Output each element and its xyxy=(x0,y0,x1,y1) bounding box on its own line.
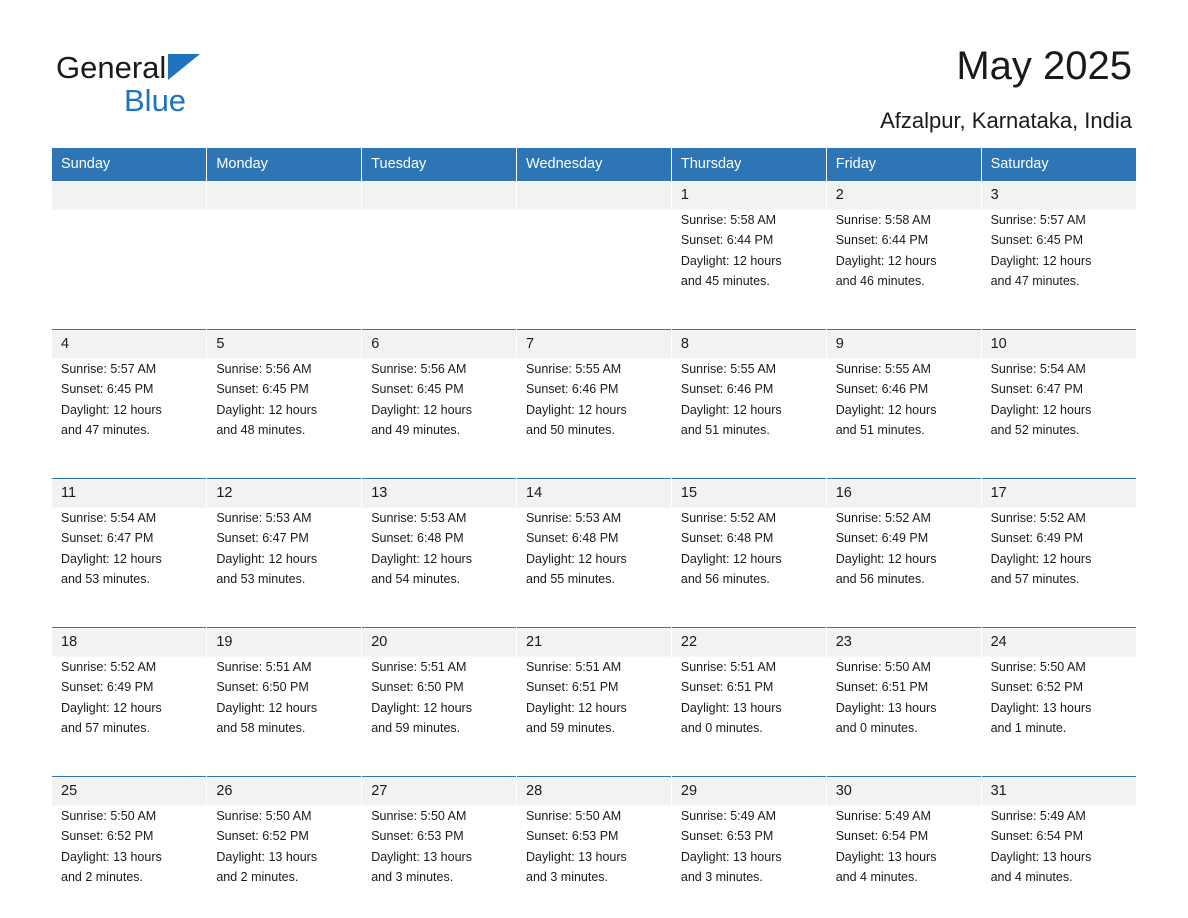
day-info-line: Sunset: 6:52 PM xyxy=(990,680,1083,695)
week-spacer xyxy=(52,763,1136,777)
day-cell-content xyxy=(362,181,516,316)
day-info-line: Daylight: 12 hours xyxy=(371,700,472,715)
day-number: 22 xyxy=(680,634,698,650)
calendar-day-cell[interactable] xyxy=(981,330,1136,465)
weekday-header-thursday: Thursday xyxy=(671,148,826,181)
day-number: 11 xyxy=(61,485,77,501)
day-cell-content xyxy=(827,181,981,316)
day-info-line: and 4 minutes. xyxy=(990,870,1073,885)
day-sun-info xyxy=(371,359,507,441)
day-info-line: Sunset: 6:50 PM xyxy=(371,680,464,695)
day-info-line: Sunrise: 5:50 AM xyxy=(371,809,467,823)
day-info-line: Daylight: 12 hours xyxy=(990,402,1092,417)
day-cell-content xyxy=(207,777,361,912)
day-number: 15 xyxy=(680,485,698,501)
day-cell-content xyxy=(52,628,206,763)
day-info-line: Sunset: 6:51 PM xyxy=(835,680,929,695)
logo-text-general: General xyxy=(56,50,167,85)
day-sun-info xyxy=(991,359,1127,441)
day-sun-info xyxy=(836,657,972,739)
day-number: 13 xyxy=(371,485,388,501)
day-info-line: Sunrise: 5:55 AM xyxy=(680,362,777,376)
day-info-line: Sunset: 6:47 PM xyxy=(61,531,154,546)
day-info-line: Sunrise: 5:54 AM xyxy=(61,511,157,525)
day-sun-info xyxy=(681,657,817,739)
day-cell-content xyxy=(517,479,671,614)
day-number: 26 xyxy=(216,783,233,799)
day-info-line: Daylight: 12 hours xyxy=(680,551,782,566)
calendar-body xyxy=(52,181,1136,912)
calendar-day-cell[interactable] xyxy=(981,628,1136,763)
generalblue-logo xyxy=(56,52,200,116)
day-info-line: and 51 minutes. xyxy=(835,423,925,438)
day-cell-content xyxy=(827,777,981,912)
day-number: 23 xyxy=(835,634,852,650)
day-number: 19 xyxy=(216,634,233,650)
day-info-line: and 0 minutes. xyxy=(680,721,763,736)
day-info-line: Daylight: 13 hours xyxy=(216,849,318,864)
day-info-line: Sunset: 6:51 PM xyxy=(680,680,774,695)
calendar-day-cell[interactable] xyxy=(826,479,981,614)
day-number: 18 xyxy=(61,634,78,650)
calendar-day-cell[interactable] xyxy=(671,181,826,316)
calendar-day-cell[interactable] xyxy=(207,330,362,465)
day-info-line: Daylight: 13 hours xyxy=(526,849,627,864)
day-sun-info xyxy=(991,210,1127,292)
day-info-line: Sunset: 6:46 PM xyxy=(835,382,929,397)
calendar-day-cell[interactable] xyxy=(52,628,207,763)
day-info-line: Daylight: 12 hours xyxy=(61,551,162,566)
day-info-line: Daylight: 12 hours xyxy=(526,402,627,417)
calendar-empty-cell xyxy=(52,181,207,316)
day-info-line: and 57 minutes. xyxy=(61,721,150,736)
calendar-day-cell[interactable] xyxy=(981,479,1136,614)
day-info-line: Sunset: 6:45 PM xyxy=(216,382,309,397)
day-cell-content xyxy=(827,479,981,614)
day-info-line: and 3 minutes. xyxy=(371,870,454,885)
day-number: 28 xyxy=(526,783,543,799)
day-cell-content xyxy=(207,330,361,465)
day-cell-content xyxy=(672,330,826,465)
day-cell-content xyxy=(362,479,516,614)
weekday-header-sunday: Sunday xyxy=(52,148,207,181)
day-cell-content xyxy=(672,628,826,763)
calendar-day-cell[interactable] xyxy=(517,628,672,763)
day-info-line: Sunrise: 5:49 AM xyxy=(990,809,1086,823)
weekday-header-friday: Friday xyxy=(826,148,981,181)
day-cell-content xyxy=(982,628,1136,763)
day-info-line: Sunrise: 5:53 AM xyxy=(371,511,467,525)
calendar-day-cell[interactable] xyxy=(207,628,362,763)
day-info-line: Sunrise: 5:49 AM xyxy=(680,809,777,823)
day-info-line: Daylight: 13 hours xyxy=(371,849,472,864)
day-sun-info xyxy=(681,210,817,292)
day-cell-content xyxy=(982,777,1136,912)
day-info-line: Sunset: 6:45 PM xyxy=(371,382,464,397)
day-info-line: Sunrise: 5:52 AM xyxy=(835,511,931,525)
day-info-line: and 46 minutes. xyxy=(835,274,925,289)
week-spacer-cell xyxy=(52,614,1136,628)
day-info-line: Sunset: 6:47 PM xyxy=(216,531,309,546)
day-cell-content xyxy=(362,628,516,763)
calendar-day-cell[interactable] xyxy=(362,628,517,763)
day-cell-content xyxy=(207,479,361,614)
day-info-line: and 2 minutes. xyxy=(61,870,143,885)
calendar-week-row xyxy=(52,479,1136,614)
day-info-line: and 52 minutes. xyxy=(990,423,1080,438)
weekday-header-row xyxy=(52,148,1136,181)
day-info-line: Sunrise: 5:54 AM xyxy=(990,362,1086,376)
day-sun-info xyxy=(526,359,662,441)
day-info-line: and 53 minutes. xyxy=(216,572,306,587)
day-info-line: Daylight: 13 hours xyxy=(835,700,937,715)
day-info-line: and 48 minutes. xyxy=(216,423,306,438)
day-sun-info xyxy=(216,657,352,739)
day-cell-content xyxy=(362,330,516,465)
day-info-line: Daylight: 12 hours xyxy=(216,700,318,715)
day-info-line: Sunset: 6:54 PM xyxy=(990,829,1083,844)
day-info-line: and 0 minutes. xyxy=(835,721,918,736)
day-info-line: Sunset: 6:53 PM xyxy=(371,829,464,844)
calendar-week-row xyxy=(52,777,1136,912)
day-info-line: Sunrise: 5:51 AM xyxy=(371,660,467,674)
day-info-line: Daylight: 12 hours xyxy=(835,402,937,417)
day-info-line: Sunset: 6:44 PM xyxy=(680,233,774,248)
day-sun-info xyxy=(681,508,817,590)
day-info-line: Sunrise: 5:50 AM xyxy=(61,809,157,823)
day-info-line: Sunset: 6:45 PM xyxy=(61,382,154,397)
day-cell-content xyxy=(982,330,1136,465)
day-cell-content xyxy=(52,181,206,316)
day-info-line: Sunset: 6:52 PM xyxy=(61,829,154,844)
day-sun-info xyxy=(216,806,352,888)
day-sun-info xyxy=(371,657,507,739)
day-sun-info xyxy=(836,210,972,292)
calendar-week-row xyxy=(52,330,1136,465)
day-cell-content xyxy=(827,628,981,763)
calendar-week-row xyxy=(52,628,1136,763)
calendar-day-cell[interactable] xyxy=(52,330,207,465)
day-number: 14 xyxy=(526,485,543,501)
calendar-day-cell[interactable] xyxy=(671,479,826,614)
day-info-line: Sunrise: 5:56 AM xyxy=(371,362,467,376)
day-info-line: Daylight: 12 hours xyxy=(990,551,1092,566)
day-info-line: Daylight: 12 hours xyxy=(61,700,162,715)
day-cell-content xyxy=(52,777,206,912)
day-number: 17 xyxy=(990,485,1007,501)
day-number: 30 xyxy=(835,783,852,799)
location-subtitle: Afzalpur, Karnataka, India xyxy=(880,108,1132,133)
day-number: 6 xyxy=(371,336,380,352)
day-number: 3 xyxy=(990,187,999,203)
day-info-line: and 51 minutes. xyxy=(680,423,770,438)
day-cell-content xyxy=(517,330,671,465)
day-cell-content xyxy=(982,479,1136,614)
day-info-line: Daylight: 12 hours xyxy=(835,551,937,566)
day-info-line: Sunset: 6:47 PM xyxy=(990,382,1083,397)
day-info-line: Sunrise: 5:57 AM xyxy=(61,362,157,376)
day-number: 25 xyxy=(61,783,78,799)
day-info-line: Sunrise: 5:51 AM xyxy=(526,660,622,674)
day-sun-info xyxy=(526,806,662,888)
day-number: 10 xyxy=(990,336,1007,352)
day-sun-info xyxy=(526,508,662,590)
day-number: 2 xyxy=(835,187,844,203)
day-cell-content xyxy=(362,777,516,912)
day-info-line: Sunset: 6:54 PM xyxy=(835,829,929,844)
calendar-day-cell[interactable] xyxy=(362,479,517,614)
page-header xyxy=(0,0,1188,148)
day-info-line: Daylight: 13 hours xyxy=(61,849,162,864)
day-number: 5 xyxy=(216,336,225,352)
day-number: 16 xyxy=(835,485,852,501)
day-info-line: Daylight: 12 hours xyxy=(371,402,472,417)
day-info-line: and 57 minutes. xyxy=(990,572,1080,587)
day-info-line: Sunrise: 5:56 AM xyxy=(216,362,312,376)
weekday-header-wednesday: Wednesday xyxy=(517,148,672,181)
calendar-day-cell[interactable] xyxy=(207,479,362,614)
day-info-line: Sunrise: 5:52 AM xyxy=(680,511,777,525)
day-number: 31 xyxy=(990,783,1007,799)
weekday-header-saturday: Saturday xyxy=(981,148,1136,181)
day-info-line: Sunrise: 5:49 AM xyxy=(835,809,931,823)
logo-top-row xyxy=(56,52,200,83)
day-info-line: Sunset: 6:44 PM xyxy=(835,233,929,248)
calendar-day-cell[interactable] xyxy=(207,777,362,912)
day-info-line: Daylight: 12 hours xyxy=(526,551,627,566)
day-info-line: Sunrise: 5:51 AM xyxy=(216,660,312,674)
day-number: 12 xyxy=(216,485,233,501)
day-info-line: and 47 minutes. xyxy=(61,423,150,438)
week-spacer-cell xyxy=(52,763,1136,777)
day-info-line: and 53 minutes. xyxy=(61,572,150,587)
calendar-day-cell[interactable] xyxy=(52,479,207,614)
day-info-line: and 4 minutes. xyxy=(835,870,918,885)
day-sun-info xyxy=(836,508,972,590)
day-info-line: and 56 minutes. xyxy=(835,572,925,587)
day-info-line: Daylight: 13 hours xyxy=(680,700,782,715)
day-info-line: Sunset: 6:53 PM xyxy=(526,829,619,844)
day-number: 1 xyxy=(680,187,689,203)
calendar-day-cell[interactable] xyxy=(981,777,1136,912)
day-info-line: and 3 minutes. xyxy=(680,870,763,885)
calendar-day-cell[interactable] xyxy=(362,330,517,465)
day-info-line: Sunrise: 5:53 AM xyxy=(526,511,622,525)
day-info-line: Sunset: 6:48 PM xyxy=(526,531,619,546)
day-info-line: Sunset: 6:51 PM xyxy=(526,680,619,695)
day-info-line: Daylight: 12 hours xyxy=(835,253,937,268)
day-info-line: Daylight: 12 hours xyxy=(371,551,472,566)
day-info-line: Sunrise: 5:55 AM xyxy=(526,362,622,376)
day-sun-info xyxy=(836,359,972,441)
day-cell-content xyxy=(517,628,671,763)
day-info-line: Sunrise: 5:51 AM xyxy=(680,660,777,674)
calendar-day-cell[interactable] xyxy=(671,777,826,912)
day-info-line: Daylight: 12 hours xyxy=(526,700,627,715)
day-cell-content xyxy=(52,479,206,614)
calendar-day-cell[interactable] xyxy=(517,330,672,465)
day-sun-info xyxy=(216,359,352,441)
day-number: 4 xyxy=(61,336,70,352)
day-info-line: Daylight: 12 hours xyxy=(680,402,782,417)
day-info-line: Sunset: 6:48 PM xyxy=(680,531,774,546)
calendar-day-cell[interactable] xyxy=(826,330,981,465)
day-number: 9 xyxy=(835,336,844,352)
day-cell-content xyxy=(982,181,1136,316)
calendar-empty-cell xyxy=(362,181,517,316)
week-spacer xyxy=(52,316,1136,330)
calendar-day-cell[interactable] xyxy=(517,777,672,912)
calendar-day-cell[interactable] xyxy=(826,628,981,763)
calendar-day-cell[interactable] xyxy=(671,628,826,763)
day-sun-info xyxy=(836,806,972,888)
day-sun-info xyxy=(61,508,197,590)
day-info-line: and 47 minutes. xyxy=(990,274,1080,289)
week-spacer xyxy=(52,465,1136,479)
day-info-line: and 55 minutes. xyxy=(526,572,615,587)
day-number: 20 xyxy=(371,634,388,650)
day-info-line: Daylight: 12 hours xyxy=(216,402,318,417)
day-info-line: Sunset: 6:49 PM xyxy=(835,531,929,546)
day-info-line: and 59 minutes. xyxy=(526,721,615,736)
calendar-day-cell[interactable] xyxy=(981,181,1136,316)
day-info-line: Daylight: 13 hours xyxy=(680,849,782,864)
day-info-line: Sunrise: 5:50 AM xyxy=(990,660,1086,674)
day-sun-info xyxy=(991,806,1127,888)
calendar-day-cell[interactable] xyxy=(826,777,981,912)
day-info-line: Sunrise: 5:50 AM xyxy=(216,809,312,823)
day-number: 24 xyxy=(990,634,1007,650)
calendar-empty-cell xyxy=(517,181,672,316)
day-info-line: Sunset: 6:49 PM xyxy=(990,531,1083,546)
logo-text-blue: Blue xyxy=(124,83,187,118)
day-cell-content xyxy=(207,181,361,316)
day-info-line: Sunrise: 5:50 AM xyxy=(835,660,931,674)
day-info-line: Sunrise: 5:53 AM xyxy=(216,511,312,525)
day-info-line: Daylight: 13 hours xyxy=(835,849,937,864)
day-info-line: and 54 minutes. xyxy=(371,572,461,587)
day-sun-info xyxy=(61,806,197,888)
day-cell-content xyxy=(672,777,826,912)
day-info-line: Sunrise: 5:50 AM xyxy=(526,809,622,823)
day-number: 21 xyxy=(526,634,543,650)
day-info-line: Sunset: 6:52 PM xyxy=(216,829,309,844)
day-number: 8 xyxy=(680,336,689,352)
day-sun-info xyxy=(526,657,662,739)
week-spacer-cell xyxy=(52,465,1136,479)
day-info-line: Sunrise: 5:52 AM xyxy=(61,660,157,674)
day-info-line: and 3 minutes. xyxy=(526,870,609,885)
calendar-week-row xyxy=(52,181,1136,316)
week-spacer-cell xyxy=(52,316,1136,330)
day-number: 29 xyxy=(680,783,698,799)
day-sun-info xyxy=(681,806,817,888)
day-cell-content xyxy=(672,181,826,316)
day-info-line: and 49 minutes. xyxy=(371,423,461,438)
weekday-header-tuesday: Tuesday xyxy=(362,148,517,181)
day-info-line: Daylight: 13 hours xyxy=(990,849,1092,864)
day-cell-content xyxy=(52,330,206,465)
day-info-line: Sunset: 6:45 PM xyxy=(990,233,1083,248)
weekday-header-monday: Monday xyxy=(207,148,362,181)
day-info-line: and 58 minutes. xyxy=(216,721,306,736)
calendar-day-cell[interactable] xyxy=(517,479,672,614)
day-cell-content xyxy=(672,479,826,614)
calendar-table xyxy=(52,148,1136,912)
day-info-line: Daylight: 13 hours xyxy=(990,700,1092,715)
day-number: 27 xyxy=(371,783,388,799)
day-sun-info xyxy=(216,508,352,590)
calendar-day-cell[interactable] xyxy=(52,777,207,912)
day-number: 7 xyxy=(526,336,535,352)
day-info-line: Sunset: 6:46 PM xyxy=(526,382,619,397)
day-info-line: and 2 minutes. xyxy=(216,870,299,885)
day-info-line: and 50 minutes. xyxy=(526,423,615,438)
day-info-line: Sunrise: 5:52 AM xyxy=(990,511,1086,525)
day-info-line: Sunset: 6:49 PM xyxy=(61,680,154,695)
day-info-line: and 59 minutes. xyxy=(371,721,461,736)
day-info-line: and 45 minutes. xyxy=(680,274,770,289)
calendar-day-cell[interactable] xyxy=(826,181,981,316)
day-info-line: Sunrise: 5:55 AM xyxy=(835,362,931,376)
day-cell-content xyxy=(827,330,981,465)
day-sun-info xyxy=(991,657,1127,739)
calendar-day-cell[interactable] xyxy=(362,777,517,912)
day-sun-info xyxy=(991,508,1127,590)
day-sun-info xyxy=(371,508,507,590)
page-title: May 2025 xyxy=(956,44,1132,88)
day-info-line: Daylight: 12 hours xyxy=(990,253,1092,268)
day-info-line: Sunrise: 5:58 AM xyxy=(680,213,777,227)
day-info-line: and 1 minute. xyxy=(990,721,1067,736)
day-sun-info xyxy=(61,359,197,441)
calendar-empty-cell xyxy=(207,181,362,316)
day-cell-content xyxy=(207,628,361,763)
day-sun-info xyxy=(61,657,197,739)
logo-triangle-icon xyxy=(168,54,200,80)
week-spacer xyxy=(52,614,1136,628)
day-sun-info xyxy=(371,806,507,888)
day-info-line: Daylight: 12 hours xyxy=(216,551,318,566)
calendar-day-cell[interactable] xyxy=(671,330,826,465)
day-info-line: Sunrise: 5:58 AM xyxy=(835,213,931,227)
day-info-line: Sunset: 6:46 PM xyxy=(680,382,774,397)
day-info-line: and 56 minutes. xyxy=(680,572,770,587)
day-cell-content xyxy=(517,777,671,912)
day-info-line: Daylight: 12 hours xyxy=(680,253,782,268)
day-info-line: Sunset: 6:50 PM xyxy=(216,680,309,695)
day-info-line: Sunrise: 5:57 AM xyxy=(990,213,1086,227)
day-info-line: Sunset: 6:48 PM xyxy=(371,531,464,546)
day-info-line: Sunset: 6:53 PM xyxy=(680,829,774,844)
day-info-line: Daylight: 12 hours xyxy=(61,402,162,417)
day-sun-info xyxy=(681,359,817,441)
day-cell-content xyxy=(517,181,671,316)
